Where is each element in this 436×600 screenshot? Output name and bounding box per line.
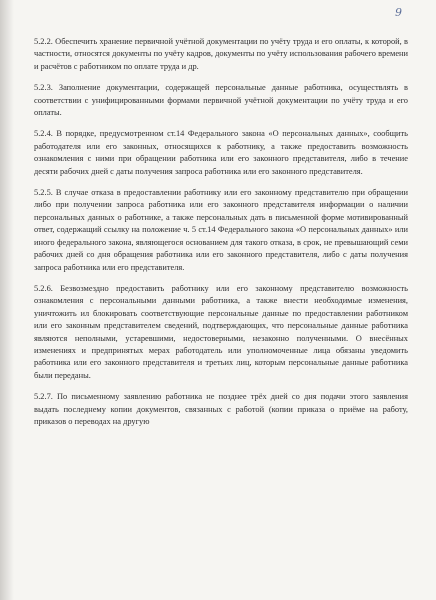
paragraph-5-2-2: 5.2.2. Обеспечить хранение первичной учётной документации по учёту труда и его оплаты, к которой, в частности, относятся документы по учёту кадров, документы по учёту использования рабочего времени и расчётов с работником по оплате труда и др. <box>34 37 408 71</box>
page-edge-shadow <box>0 0 14 600</box>
page-number: 9 <box>395 6 402 19</box>
paragraph-5-2-6: 5.2.6. Безвозмездно предоставить работнику или его законному представителю возможность ознакомления с персональными данными работника, а также внести необходимые изменения, уничтожить ил блокировать соответствующие персональные данные по предоставлении работником или его законным представителем сведений, подтверждающих, что персональные данные работника являются неполными, устаревшими, недостоверными, незаконно полученными. О внесённых изменениях и предпринятых мерах работодатель или уполномоченные лица обязаны уведомить работника или его законного представителя и третьих лиц, которым персональные данные работника были переданы. <box>34 283 408 380</box>
paragraph-5-2-7: 5.2.7. По письменному заявлению работника не позднее трёх дней со дня подачи этого заявления выдать последнему копии документов, связанных с работой (копии приказа о приёме на работу, приказов о переводах на другую <box>34 392 408 426</box>
paragraph-5-2-4: 5.2.4. В порядке, предусмотренном ст.14 Федерального закона «О персональных данных», сообщить работодателя или его законных, относящихся к работнику, а также предоставить возможность ознакомления с ними при обращении работника или его законного представителя, либо в течение десяти рабочих дней с даты получения запроса работника или его законного представителя. <box>34 129 408 176</box>
paragraph-5-2-3: 5.2.3. Заполнение документации, содержащей персональные данные работника, осуществлять в соответствии с унифицированными формами первичной учётной документации по учёту труда и его оплаты. <box>34 83 408 118</box>
paragraph-5-2-5: 5.2.5. В случае отказа в предоставлении работнику или его законному представителю при обращении либо при получении запроса работника или его законного представителя информации о наличии персональных данных о работнике, а также персональных дать в письменной форме мотивированный ответ, содержащий ссылку на положение ч. 5 ст.14 Федерального закона «О персональных данных» или иного федерального закона, являющегося основанием для такого отказа, в срок, не превышающий семи рабочих дней со дня обращения работника или его законного представителя, либо с даты получения запроса работника или его представителя. <box>34 188 408 272</box>
document-body <box>34 36 408 437</box>
